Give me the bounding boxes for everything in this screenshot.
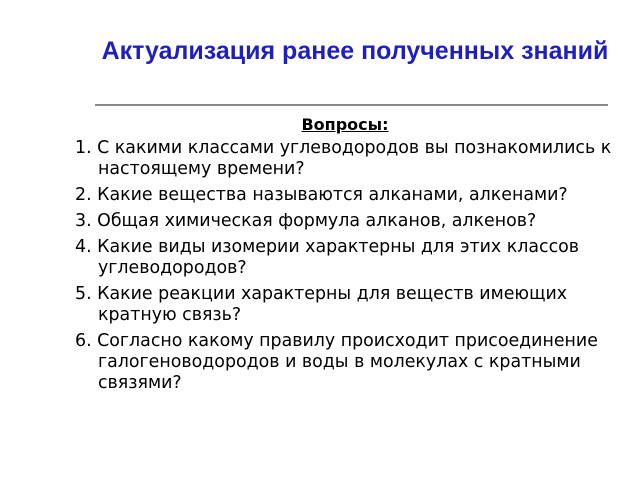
question-text: Какие виды изомерии характерны для этих классов углеводородов?	[97, 237, 580, 278]
title-divider	[95, 104, 608, 106]
question-number: 1.	[75, 138, 92, 158]
question-number: 5.	[75, 284, 92, 304]
question-text: Какие вещества называются алканами, алкенами?	[97, 185, 568, 205]
question-number: 2.	[75, 185, 92, 205]
question-number: 3.	[75, 211, 92, 231]
questions-list	[75, 138, 635, 399]
question-item	[75, 138, 635, 180]
page-title: Актуализация ранее полученных знаний	[101, 37, 609, 65]
question-number: 4.	[75, 237, 92, 257]
question-text: С какими классами углеводородов вы познакомились к настоящему времени?	[97, 138, 612, 179]
question-item	[75, 185, 635, 206]
question-text: Какие реакции характерны для веществ имеющих кратную связь?	[97, 284, 568, 325]
question-item	[75, 211, 635, 232]
question-item	[75, 237, 635, 279]
question-text: Согласно какому правилу происходит присоединение галогеноводородов и воды в молекулах с кратными связями?	[97, 331, 598, 393]
question-number: 6.	[75, 331, 92, 351]
question-item	[75, 284, 635, 326]
questions-heading: Вопросы:	[301, 115, 389, 134]
question-item	[75, 331, 635, 394]
question-text: Общая химическая формула алканов, алкенов?	[97, 211, 537, 231]
